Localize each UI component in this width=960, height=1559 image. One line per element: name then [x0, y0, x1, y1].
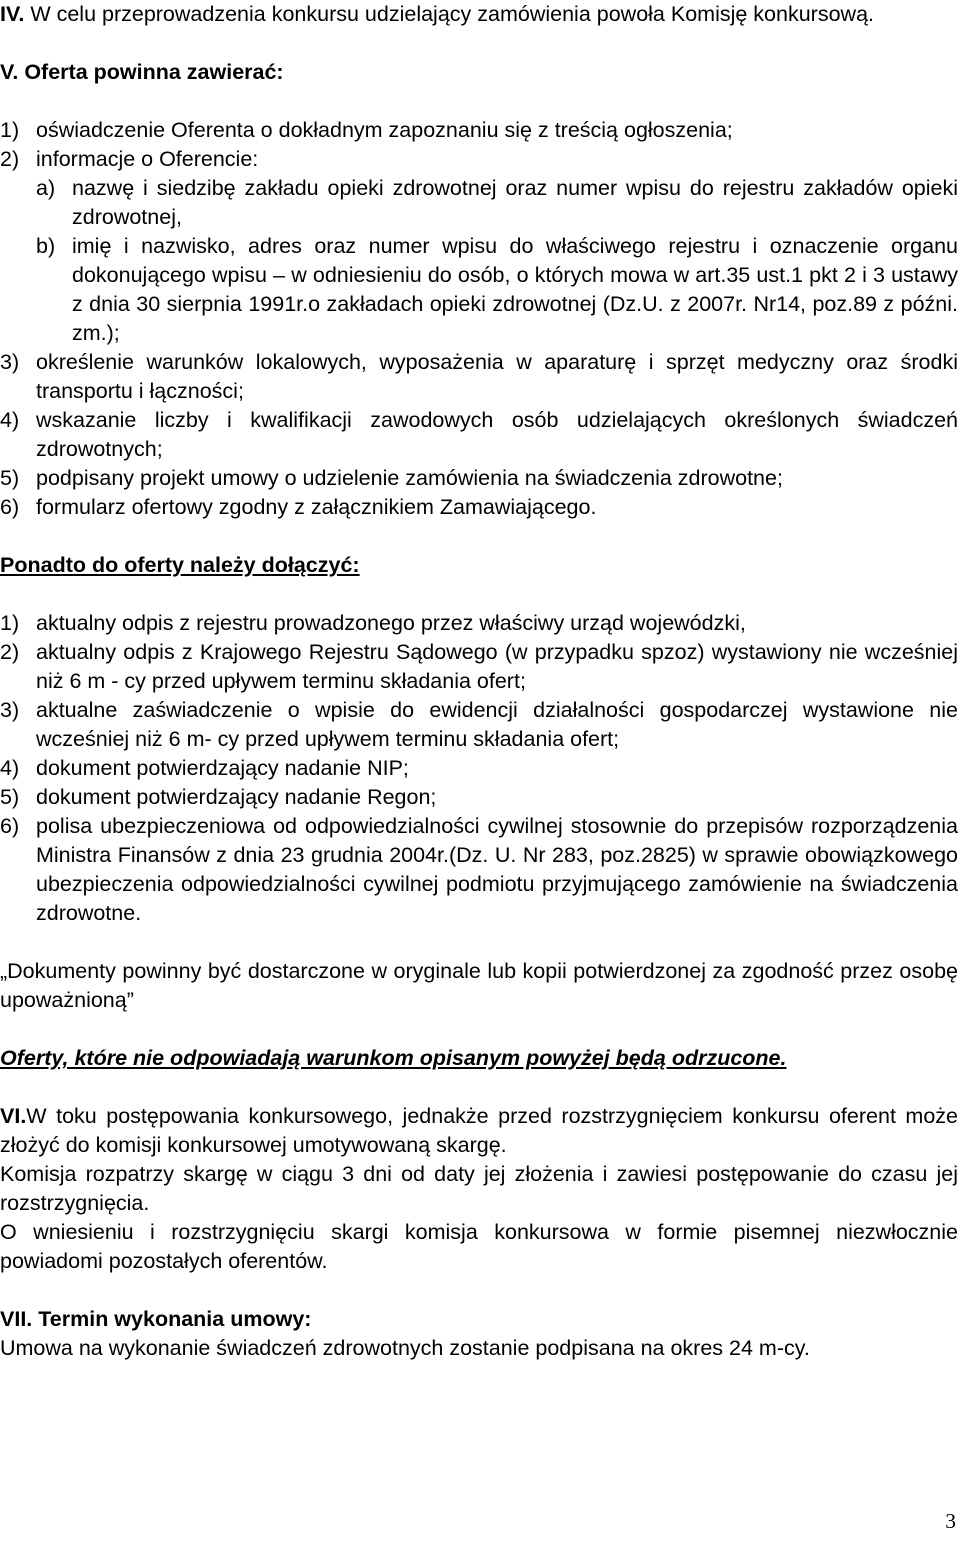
item-text: dokument potwierdzający nadanie Regon;: [36, 785, 437, 809]
section-vi-text: W toku postępowania konkursowego, jednakże przed rozstrzygnięciem konkursu oferent może złożyć do komisji konkursowej umotywowaną skargę.: [0, 1104, 958, 1157]
item-letter: a): [36, 176, 56, 200]
item-number: 6): [0, 814, 20, 838]
section-vi-p1: [0, 1102, 958, 1160]
section-v-heading: [0, 58, 958, 87]
list-item: [0, 812, 958, 928]
list-item: [0, 145, 958, 174]
item-text: polisa ubezpieczeniowa od odpowiedzialności cywilnej stosownie do przepisów rozporządzenia Ministra Finansów z dnia 23 grudnia 2004r.(Dz. U. Nr 283, poz.2825) w sprawie obowiązkowego ubezpieczenia odpowiedzialności cywilnej podmiotu przyjmującego zamówienie na świadczenia zdrowotne.: [36, 814, 958, 925]
list-item: [0, 609, 958, 638]
item-number: 5): [0, 785, 20, 809]
item-text: podpisany projekt umowy o udzielenie zamówienia na świadczenia zdrowotne;: [36, 466, 783, 490]
item-number: 4): [0, 756, 20, 780]
section-iv: [0, 0, 958, 29]
item-letter: b): [36, 234, 56, 258]
list-item: [0, 638, 958, 696]
item-number: 5): [0, 466, 20, 490]
item-text: aktualny odpis z rejestru prowadzonego przez właściwy urząd wojewódzki,: [36, 611, 746, 635]
item-text: formularz ofertowy zgodny z załącznikiem Zamawiającego.: [36, 495, 597, 519]
item-text: aktualne zaświadczenie o wpisie do ewidencji działalności gospodarczej wystawione nie wcześniej niż 6 m- cy przed upływem terminu składania ofert;: [36, 698, 958, 751]
item-number: 1): [0, 118, 20, 142]
list-item: [0, 754, 958, 783]
list-item: [0, 783, 958, 812]
list-item: [0, 464, 958, 493]
item-text: określenie warunków lokalowych, wyposażenia w aparaturę i sprzęt medyczny oraz środki transportu i łączności;: [36, 350, 958, 403]
section-vi-p2: Komisja rozpatrzy skargę w ciągu 3 dni od daty jej złożenia i zawiesi postępowanie do czasu jej rozstrzygnięcia.: [0, 1162, 958, 1215]
item-number: 3): [0, 350, 20, 374]
section-v-label: V.: [0, 60, 19, 84]
item-number: 2): [0, 640, 20, 664]
section-vii-label: VII.: [0, 1307, 33, 1331]
page-number: 3: [945, 1509, 956, 1533]
item-number: 6): [0, 495, 20, 519]
item-number: 4): [0, 408, 20, 432]
list-item: [0, 232, 958, 348]
list-item: [0, 116, 958, 145]
attachments-heading: [0, 551, 958, 580]
list-item: [0, 493, 958, 522]
item-number: 3): [0, 698, 20, 722]
item-text: wskazanie liczby i kwalifikacji zawodowych osób udzielających określonych świadczeń zdrowotnych;: [36, 408, 958, 461]
list-item: [0, 696, 958, 754]
documents-note: „Dokumenty powinny być dostarczone w oryginale lub kopii potwierdzonej za zgodność przez osobę upoważnioną”: [0, 959, 958, 1012]
attachments-title: Ponadto do oferty należy dołączyć:: [0, 553, 360, 577]
list-item: [0, 174, 958, 232]
rejection-warning: [0, 1044, 958, 1073]
section-vii-title: Termin wykonania umowy:: [38, 1307, 312, 1331]
section-v-title: Oferta powinna zawierać:: [24, 60, 284, 84]
list-item: [0, 406, 958, 464]
list-item: [0, 348, 958, 406]
section-iv-text: W celu przeprowadzenia konkursu udzielający zamówienia powoła Komisję konkursową.: [30, 2, 874, 26]
item-text: informacje o Oferencie:: [36, 147, 259, 171]
section-vii-heading: [0, 1305, 958, 1334]
item-text: oświadczenie Oferenta o dokładnym zapoznaniu się z treścią ogłoszenia;: [36, 118, 733, 142]
section-vii-text: Umowa na wykonanie świadczeń zdrowotnych zostanie podpisana na okres 24 m-cy.: [0, 1336, 810, 1360]
section-vi-label: VI.: [0, 1104, 27, 1128]
section-vi-p3: O wniesieniu i rozstrzygnięciu skargi komisja konkursowa w formie pisemnej niezwłocznie powiadomi pozostałych oferentów.: [0, 1220, 958, 1273]
item-number: 1): [0, 611, 20, 635]
item-text: aktualny odpis z Krajowego Rejestru Sądowego (w przypadku spzoz) wystawiony nie wcześniej niż 6 m - cy przed upływem terminu składania ofert;: [36, 640, 958, 693]
section-iv-label: IV.: [0, 2, 25, 26]
item-text: dokument potwierdzający nadanie NIP;: [36, 756, 409, 780]
item-text: imię i nazwisko, adres oraz numer wpisu do właściwego rejestru i oznaczenie organu dokonującego wpisu – w odniesieniu do osób, o których mowa w art.35 ust.1 pkt 2 i 3 ustawy z dnia 30 sierpnia 1991r.o zakładach opieki zdrowotnej (Dz.U. z 2007r. Nr14, poz.89 z późni. zm.);: [72, 234, 958, 345]
item-text: nazwę i siedzibę zakładu opieki zdrowotnej oraz numer wpisu do rejestru zakładów opieki zdrowotnej,: [72, 176, 958, 229]
item-number: 2): [0, 147, 20, 171]
rejection-warning-text: Oferty, które nie odpowiadają warunkom opisanym powyżej będą odrzucone.: [0, 1046, 787, 1070]
